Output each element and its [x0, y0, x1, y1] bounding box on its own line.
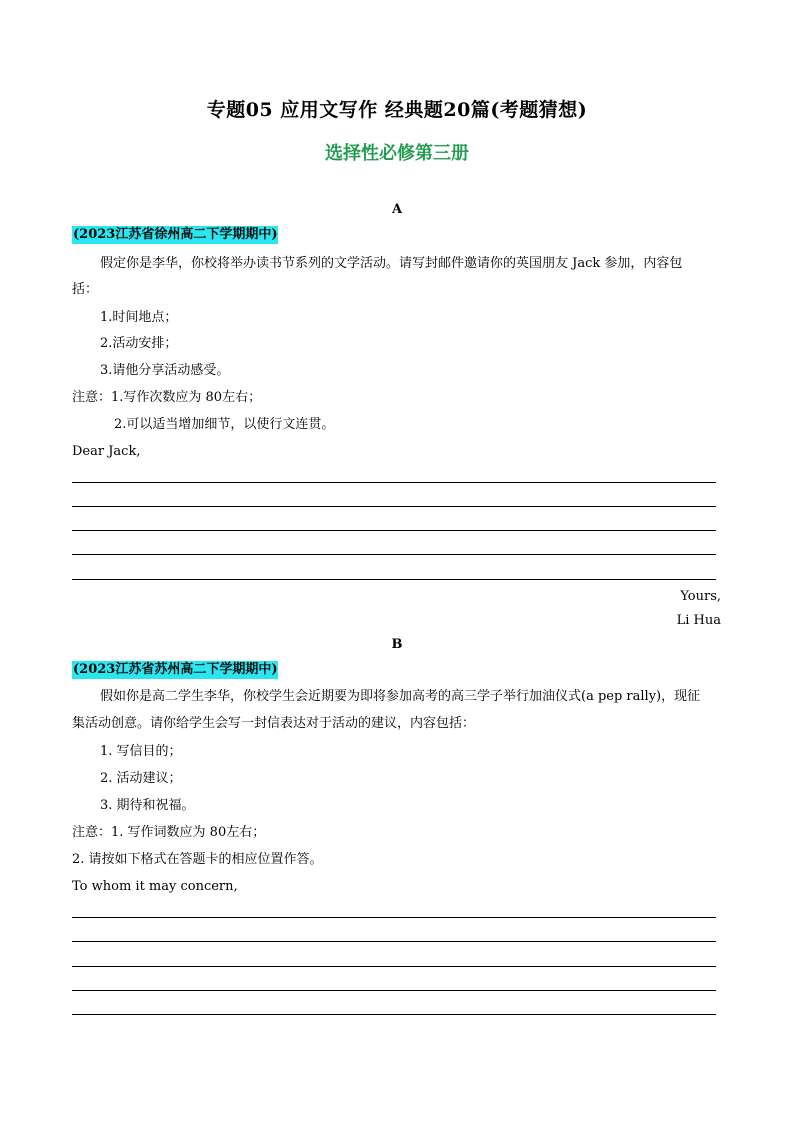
- answer-line: [72, 966, 716, 967]
- answer-line: [72, 482, 716, 483]
- section-b-item-3: 3. 期待和祝福。: [100, 798, 195, 813]
- section-b-item-2: 2. 活动建议；: [100, 771, 182, 786]
- section-b-source: (2023江苏省苏州高二下学期期中): [73, 662, 278, 677]
- section-a-prompt-line-2: 括：: [72, 282, 99, 297]
- answer-line: [72, 917, 716, 918]
- answer-line: [72, 990, 716, 991]
- section-a-item-1: 1.时间地点；: [100, 310, 178, 325]
- answer-line: [72, 1014, 716, 1015]
- section-a-item-3: 3.请他分享活动感受。: [100, 363, 230, 378]
- answer-line: [72, 941, 716, 942]
- section-a-item-2: 2.活动安排；: [100, 336, 178, 351]
- section-a-prompt-line-1: 假定你是李华，你校将举办读书节系列的文学活动。请写封邮件邀请你的英国朋友 Jack 参加，内容包: [100, 256, 683, 271]
- section-a-label: A: [391, 202, 403, 217]
- answer-line: [72, 506, 716, 507]
- answer-line: [72, 530, 716, 531]
- section-b-item-1: 1. 写信目的；: [100, 744, 182, 759]
- page-subtitle: 选择性必修第三册: [325, 143, 469, 164]
- section-a-note-2: 2.可以适当增加细节，以使行文连贯。: [114, 417, 335, 432]
- section-b-note-2: 2. 请按如下格式在答题卡的相应位置作答。: [72, 852, 323, 867]
- answer-line: [72, 554, 716, 555]
- section-a-signature: Li Hua: [676, 613, 721, 628]
- section-a-source: (2023江苏省徐州高二下学期期中): [73, 227, 278, 242]
- section-b-prompt-line-2: 集活动创意。请你给学生会写一封信表达对于活动的建议，内容包括：: [72, 716, 476, 731]
- page-title: 专题05 应用文写作 经典题20篇(考题猜想): [206, 99, 588, 121]
- section-b-label: B: [391, 637, 403, 652]
- section-b-note-1: 注意：1. 写作词数应为 80左右；: [72, 825, 266, 840]
- section-a-closing: Yours,: [680, 589, 721, 604]
- section-a-salutation: Dear Jack,: [72, 444, 141, 459]
- section-a-note-1: 注意：1.写作次数应为 80左右；: [72, 390, 262, 405]
- section-b-prompt-line-1: 假如你是高二学生李华，你校学生会近期要为即将参加高考的高三学子举行加油仪式(a pep rally)，现征: [100, 689, 701, 704]
- section-b-salutation: To whom it may concern,: [72, 879, 238, 894]
- answer-line: [72, 579, 716, 580]
